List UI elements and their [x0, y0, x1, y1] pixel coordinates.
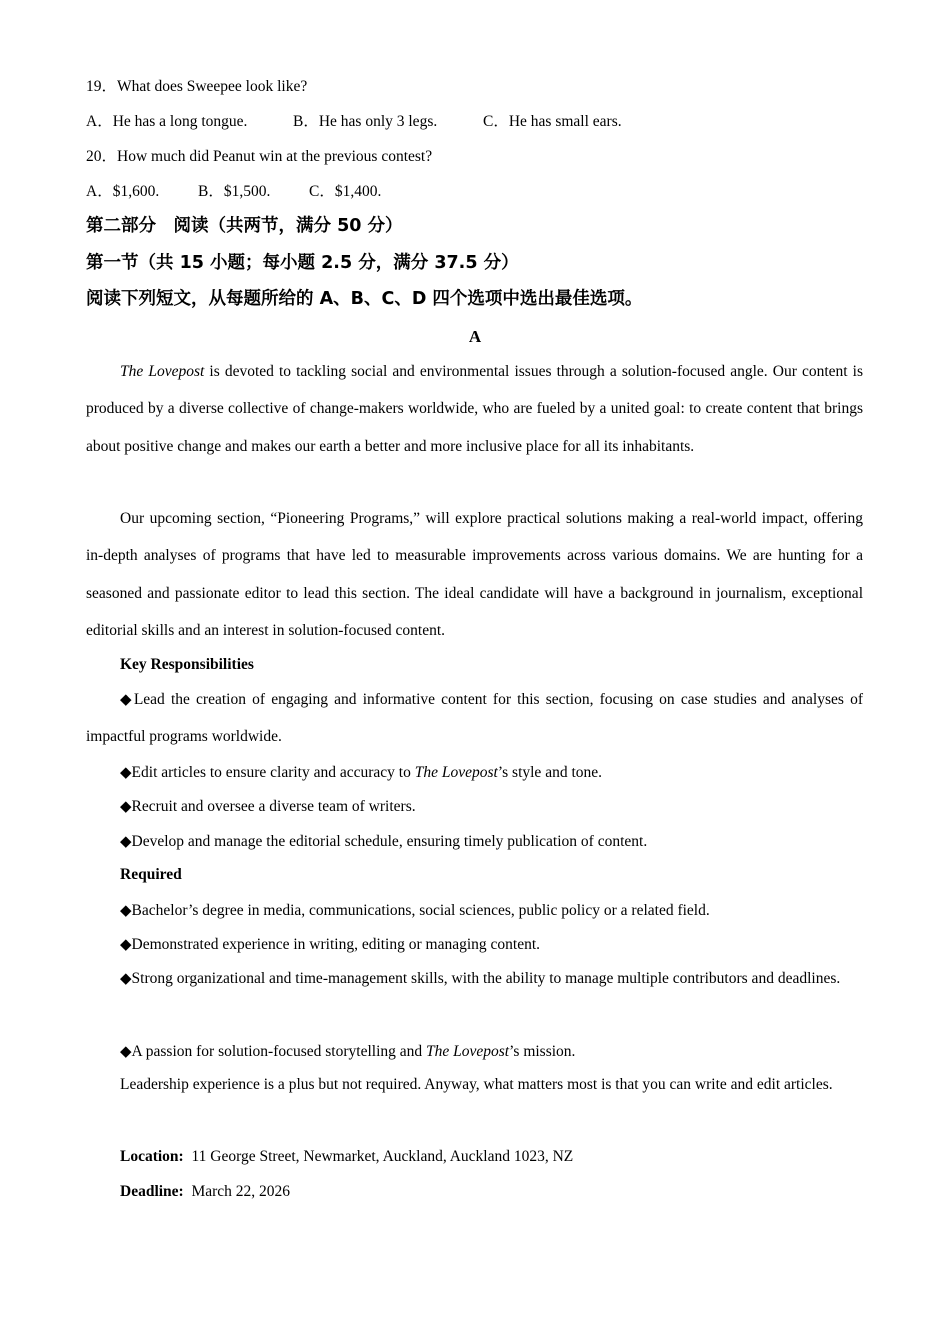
q19-option-c[interactable]: C．He has small ears.: [483, 113, 622, 130]
requirement-4-text: A passion for solution-focused storytelling and: [131, 1043, 427, 1060]
responsibility-2: [120, 762, 602, 783]
requirement-4-suffix: ’s mission.: [509, 1043, 576, 1060]
key-responsibilities-heading: Key Responsibilities: [120, 656, 254, 673]
location-line: [120, 1147, 573, 1167]
requirement-1-text: Bachelor’s degree in media, communications, social sciences, public policy or a related field.: [131, 902, 710, 919]
q20-stem: 20．How much did Peanut win at the previous contest?: [86, 148, 433, 165]
requirement-2: [120, 934, 540, 955]
deadline-line: [120, 1182, 290, 1202]
q20-option-a[interactable]: A．$1,600.: [86, 183, 160, 200]
location-label: Location:: [120, 1148, 184, 1165]
diamond-bullet-icon: ◆: [120, 935, 132, 953]
required-heading: Required: [120, 866, 182, 883]
brand-name: The Lovepost: [120, 363, 205, 380]
q20-options: [86, 182, 381, 202]
responsibility-1-text: Lead the creation of engaging and informative content for this section, focusing on case studies and analyses of impactful programs worldwide.: [86, 691, 863, 746]
deadline-value: March 22, 2026: [191, 1183, 291, 1200]
diamond-bullet-icon: ◆: [120, 690, 134, 708]
responsibility-4: [120, 831, 647, 852]
q19-stem: 19．What does Sweepee look like?: [86, 78, 308, 95]
requirement-2-text: Demonstrated experience in writing, editing or managing content.: [131, 936, 541, 953]
requirement-3-text: Strong organizational and time-management skills, with the ability to manage multiple contributors and deadlines.: [131, 970, 841, 987]
q19-options: [86, 112, 622, 132]
q20-option-b[interactable]: B．$1,500.: [198, 183, 271, 200]
responsibility-2-text: Edit articles to ensure clarity and accuracy to: [131, 764, 415, 781]
q19-option-a[interactable]: A．He has a long tongue.: [86, 113, 248, 130]
diamond-bullet-icon: ◆: [120, 901, 132, 919]
deadline-label: Deadline:: [120, 1183, 184, 1200]
requirement-3: [86, 960, 863, 997]
requirement-1: [120, 900, 710, 921]
diamond-bullet-icon: ◆: [120, 763, 132, 781]
responsibility-4-text: Develop and manage the editorial schedule, ensuring timely publication of content.: [131, 833, 648, 850]
responsibility-3-text: Recruit and oversee a diverse team of writers.: [131, 798, 416, 815]
paragraph-1-text: is devoted to tackling social and environmental issues through a solution-focused angle. Our content is produced by a diverse collective of change-makers worldwide, who are fueled by a united goal: to create content that brings about positive change and makes our earth a better and more inclusive place for all its inhabitants.: [86, 363, 864, 455]
section1-title: 第一节（共 15 小题；每小题 2.5 分，满分 37.5 分）: [86, 253, 519, 273]
requirement-4: [120, 1041, 575, 1062]
brand-name: The Lovepost: [426, 1043, 510, 1060]
responsibility-1: [86, 681, 863, 756]
q19-option-b[interactable]: B．He has only 3 legs.: [293, 113, 438, 130]
passage-label: A: [468, 327, 482, 346]
diamond-bullet-icon: ◆: [120, 832, 132, 850]
passage-paragraph-2: Our upcoming section, “Pioneering Programs,” will explore practical solutions making a real-world impact, offering in-depth analyses of programs that have led to measurable improvements across various domains. We are hunting for a seasoned and passionate editor to lead this section. The ideal candidate will have a background in journalism, exceptional editorial skills and an interest in solution-focused content.: [86, 510, 863, 639]
location-value: 11 George Street, Newmarket, Auckland, Auckland 1023, NZ: [191, 1148, 574, 1165]
responsibility-2-suffix: ’s style and tone.: [497, 764, 603, 781]
reading-instruction: 阅读下列短文，从每题所给的 A、B、C、D 四个选项中选出最佳选项。: [86, 289, 643, 309]
diamond-bullet-icon: ◆: [120, 797, 132, 815]
diamond-bullet-icon: ◆: [120, 969, 132, 987]
passage-paragraph-1: [86, 353, 863, 465]
responsibility-3: [120, 796, 416, 817]
part2-title: 第二部分 阅读（共两节，满分 50 分）: [86, 216, 403, 236]
q20-option-c[interactable]: C．$1,400.: [309, 183, 382, 200]
brand-name: The Lovepost: [414, 764, 498, 781]
diamond-bullet-icon: ◆: [120, 1042, 132, 1060]
closing-paragraph: Leadership experience is a plus but not required. Anyway, what matters most is that you can write and edit articles.: [120, 1076, 833, 1093]
